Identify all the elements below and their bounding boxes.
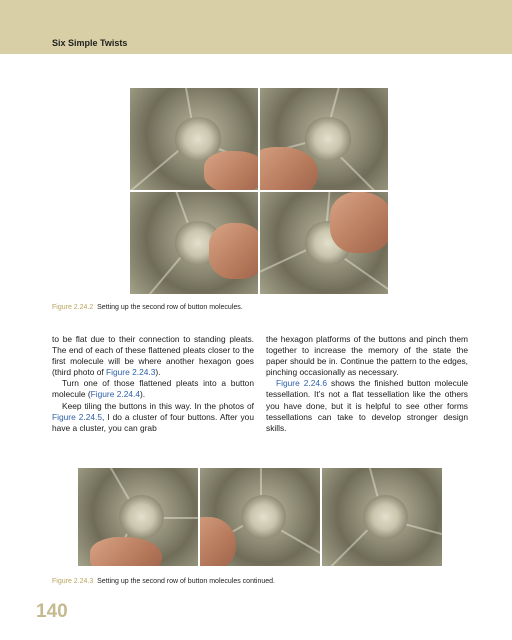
paragraph <box>266 378 468 433</box>
origami-photo <box>260 192 388 294</box>
text-column-right <box>266 334 468 434</box>
running-header-title: Six Simple Twists <box>52 38 128 48</box>
paragraph-text: to be flat due to their connection to standing pleats. The end of each of these flattened pleats closer to the first molecule will be where another hexagon goes (third photo of <box>52 334 254 378</box>
paragraph <box>52 378 254 400</box>
origami-photo <box>78 468 198 566</box>
figure-2-24-2-photos <box>130 88 388 294</box>
figure-2-24-3-photos <box>78 468 442 566</box>
figure-number: Figure 2.24.2 <box>52 304 94 311</box>
figure-caption-text: Setting up the second row of button molecules continued. <box>97 578 275 585</box>
paragraph-text: shows the finished button molecule tessellation. It’s not a flat tessellation like the others you have done, but it is helpful to see other forms tessellations can take to develop stronger design skills. <box>266 378 468 433</box>
figure-reference-link[interactable]: Figure 2.24.6 <box>276 378 328 389</box>
paragraph-text: Keep tiling the buttons in this way. In the photos of <box>62 400 254 411</box>
paragraph <box>266 334 468 378</box>
paragraph-text: the hexagon platforms of the buttons and pinch them together to increase the memory of the state the paper should be in. Continue the pattern to the edges, pinching occasionally as necessary. <box>266 334 468 378</box>
paragraph-text: ). <box>155 367 161 378</box>
page-number: 140 <box>36 601 68 622</box>
figure-caption-top <box>52 304 243 311</box>
figure-reference-link[interactable]: Figure 2.24.3 <box>106 367 156 378</box>
origami-photo <box>130 88 258 190</box>
figure-reference-link[interactable]: Figure 2.24.4 <box>90 389 140 400</box>
paragraph <box>52 401 254 434</box>
origami-photo <box>260 88 388 190</box>
paragraph <box>52 334 254 378</box>
figure-caption-bottom <box>52 578 275 585</box>
paragraph-text: Turn one of those flattened pleats into a button molecule ( <box>52 378 254 400</box>
origami-photo <box>130 192 258 294</box>
paragraph-text: , I do a cluster of four buttons. After you have a cluster, you can grab <box>52 411 254 433</box>
figure-caption-text: Setting up the second row of button molecules. <box>97 304 243 311</box>
body-text <box>52 334 468 434</box>
paragraph-text: ). <box>140 389 146 400</box>
figure-reference-link[interactable]: Figure 2.24.5 <box>52 411 102 422</box>
figure-number: Figure 2.24.3 <box>52 578 94 585</box>
text-column-left <box>52 334 254 434</box>
origami-photo <box>200 468 320 566</box>
origami-photo <box>322 468 442 566</box>
